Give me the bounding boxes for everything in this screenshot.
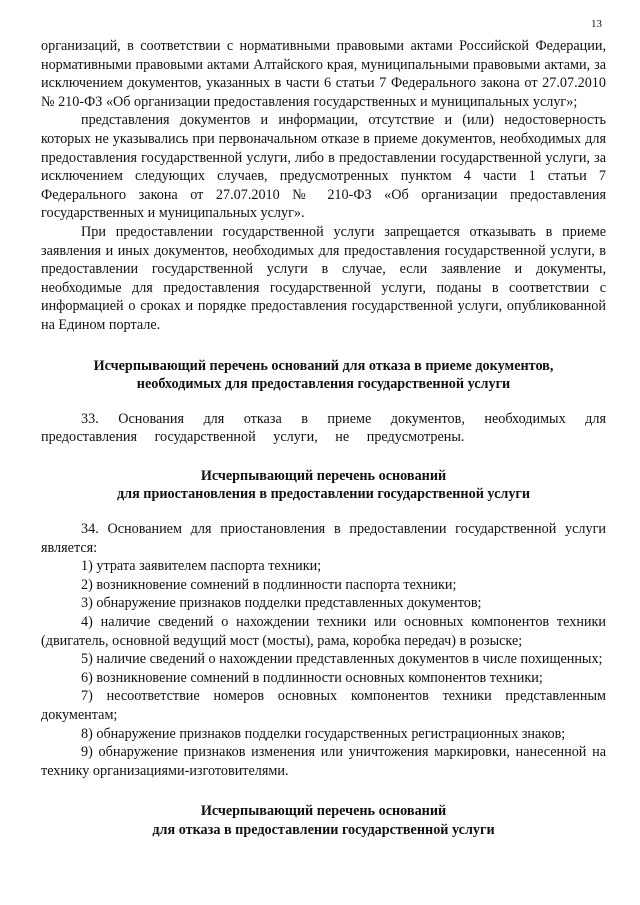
list-item: 4) наличие сведений о нахождении техники или основных компонентов техники (двигатель, основной ведущий мост (мосты), рама, коробка передач) в розыске; [41, 614, 606, 649]
list-item: 3) обнаружение признаков подделки представленных документов; [81, 595, 482, 612]
paragraph-prohibition: При предоставлении государственной услуги запрещается отказывать в приеме заявления и иных документов, необходимых для предоставления государственной услуги, в предоставлении государственной услуги в случае, если заявление и документы, необходимые для предоставления государственной услуги, поданы в соответствии с информацией о сроках и порядке предоставления государственной услуги, опубликованной на Едином портале. [41, 223, 606, 333]
heading-line: для отказа в предоставлении государственной услуги [152, 821, 495, 838]
paragraph-documents-info: представления документов и информации, отсутствие и (или) недостоверность которых не указывались при первоначальном отказе в приеме документов, необходимых для предоставления государственной услуги, либо в предоставлении государственной услуги, за исключением следующих случаев, предусмотренных пунктом 4 части 1 статьи 7 Федерального закона от 27.07.2010 № 210-ФЗ «Об организации предоставления государственных и муниципальных услуг». [41, 112, 606, 222]
paragraph-continuation: организаций, в соответствии с нормативными правовыми актами Российской Федерации, нормативными правовыми актами Алтайского края, муниципальными правовыми актами, за исключением документов, указанных в части 6 статьи 7 Федерального закона от 27.07.2010 № 210-ФЗ «Об организации предоставления государственных и муниципальных услуг»; [41, 38, 606, 110]
page-number: 13 [591, 18, 602, 30]
list-item: 5) наличие сведений о нахождении представленных документов в числе похищенных; [81, 651, 603, 668]
heading-line: Исчерпывающий перечень оснований [200, 467, 447, 484]
section-heading-suspension [41, 467, 606, 504]
document-body [41, 37, 606, 840]
paragraph-34: 34. Основанием для приостановления в предоставлении государственной услуги является: [41, 521, 606, 556]
section-heading-refusal-service [41, 802, 606, 839]
paragraph-33: 33. Основания для отказа в приеме документов, необходимых для предоставления государственной услуги, не предусмотрены. [41, 410, 606, 446]
list-item: 7) несоответствие номеров основных компонентов техники представленным документам; [41, 688, 606, 723]
heading-line: для приостановления в предоставлении государственной услуги [116, 486, 531, 503]
list-item: 9) обнаружение признаков изменения или уничтожения маркировки, нанесенной на технику организациями-изготовителями. [41, 744, 606, 779]
heading-line: Исчерпывающий перечень оснований для отказа в приеме документов, [93, 357, 554, 374]
list-item: 1) утрата заявителем паспорта техники; [81, 558, 322, 575]
list-item: 2) возникновение сомнений в подлинности паспорта техники; [81, 576, 457, 593]
heading-line: Исчерпывающий перечень оснований [200, 803, 447, 820]
list-item: 8) обнаружение признаков подделки государственных регистрационных знаков; [81, 725, 566, 742]
list-item: 6) возникновение сомнений в подлинности основных компонентов техники; [81, 669, 543, 686]
heading-line: необходимых для предоставления государственной услуги [136, 376, 511, 393]
section-heading-refusal-acceptance [41, 357, 606, 394]
